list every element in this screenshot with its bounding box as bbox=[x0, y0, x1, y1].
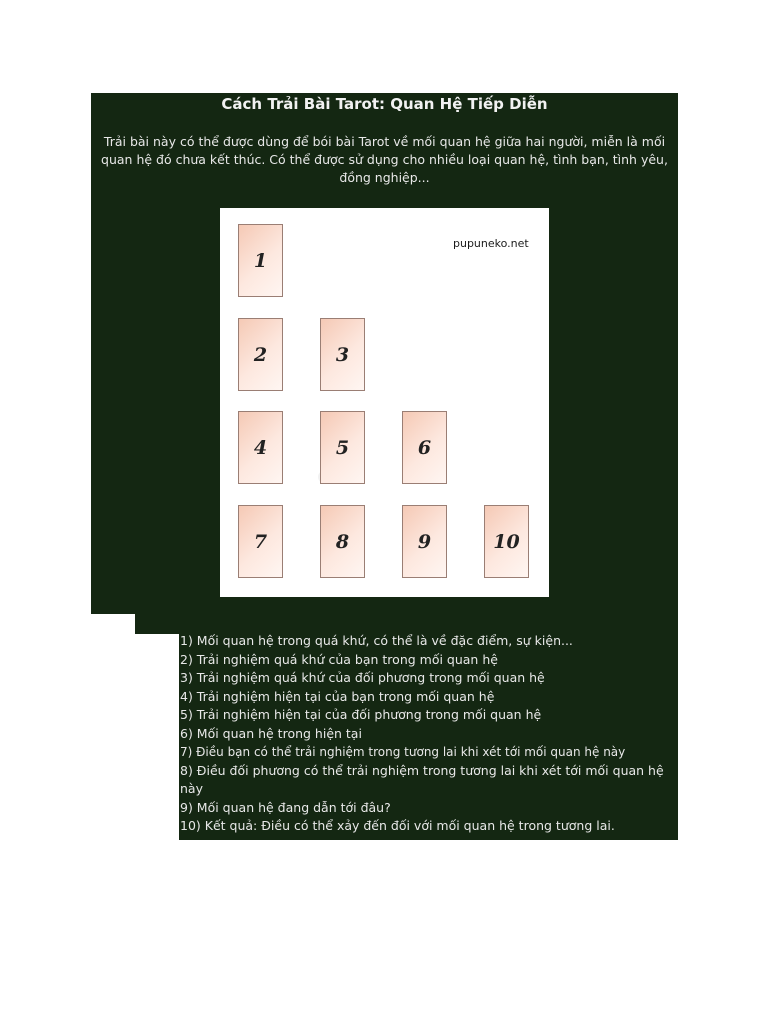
list-item: 2) Trải nghiệm quá khứ của bạn trong mối quan hệ bbox=[180, 651, 498, 667]
card-9 bbox=[402, 505, 447, 578]
card-4 bbox=[238, 411, 283, 484]
list-item: 6) Mối quan hệ trong hiện tại bbox=[180, 725, 362, 741]
list-item: 5) Trải nghiệm hiện tại của đối phương trong mối quan hệ bbox=[180, 707, 542, 722]
card-number: 4 bbox=[253, 436, 268, 459]
card-number: 5 bbox=[335, 436, 350, 459]
positions-list bbox=[180, 632, 680, 836]
card-number: 2 bbox=[253, 343, 268, 366]
list-item: 10) Kết quả: Điều có thể xảy đến đối với mối quan hệ trong tương lai. bbox=[180, 818, 615, 833]
card-6 bbox=[402, 411, 447, 484]
card-number: 10 bbox=[493, 530, 520, 553]
card-number: 3 bbox=[335, 343, 350, 366]
card-7 bbox=[238, 505, 283, 578]
card-number: 1 bbox=[253, 249, 268, 272]
list-item: 7) Điều bạn có thể trải nghiệm trong tương lai khi xét tới mối quan hệ này bbox=[180, 745, 626, 759]
tarot-spread-diagram bbox=[220, 208, 549, 597]
intro-paragraph: Trải bài này có thể được dùng để bói bài Tarot về mối quan hệ giữa hai người, miễn là mối quan hệ đó chưa kết thúc. Có thể được sử dụng cho nhiều loại quan hệ, tình bạn, tình yêu, đồng nghiệp... bbox=[101, 134, 668, 185]
list-item: 1) Mối quan hệ trong quá khứ, có thể là về đặc điểm, sự kiện... bbox=[180, 633, 573, 648]
card-number: 9 bbox=[417, 530, 432, 553]
card-1 bbox=[238, 224, 283, 297]
site-watermark: pupuneko.net bbox=[453, 237, 529, 250]
list-item: 8) Điều đối phương có thể trải nghiệm trong tương lai khi xét tới mối quan hệ này bbox=[180, 762, 664, 796]
card-8 bbox=[320, 505, 365, 578]
list-item: 4) Trải nghiệm hiện tại của bạn trong mối quan hệ bbox=[180, 688, 495, 704]
card-number: 6 bbox=[417, 436, 432, 459]
card-10 bbox=[484, 505, 529, 578]
page-title: Cách Trải Bài Tarot: Quan Hệ Tiếp Diễn bbox=[221, 95, 548, 113]
list-item: 3) Trải nghiệm quá khứ của đối phương trong mối quan hệ bbox=[180, 670, 545, 685]
card-number: 8 bbox=[335, 530, 350, 553]
list-item: 9) Mối quan hệ đang dẫn tới đâu? bbox=[180, 799, 391, 815]
card-number: 7 bbox=[253, 530, 268, 553]
card-5 bbox=[320, 411, 365, 484]
card-3 bbox=[320, 318, 365, 391]
card-2 bbox=[238, 318, 283, 391]
content-panel-step bbox=[135, 614, 678, 634]
